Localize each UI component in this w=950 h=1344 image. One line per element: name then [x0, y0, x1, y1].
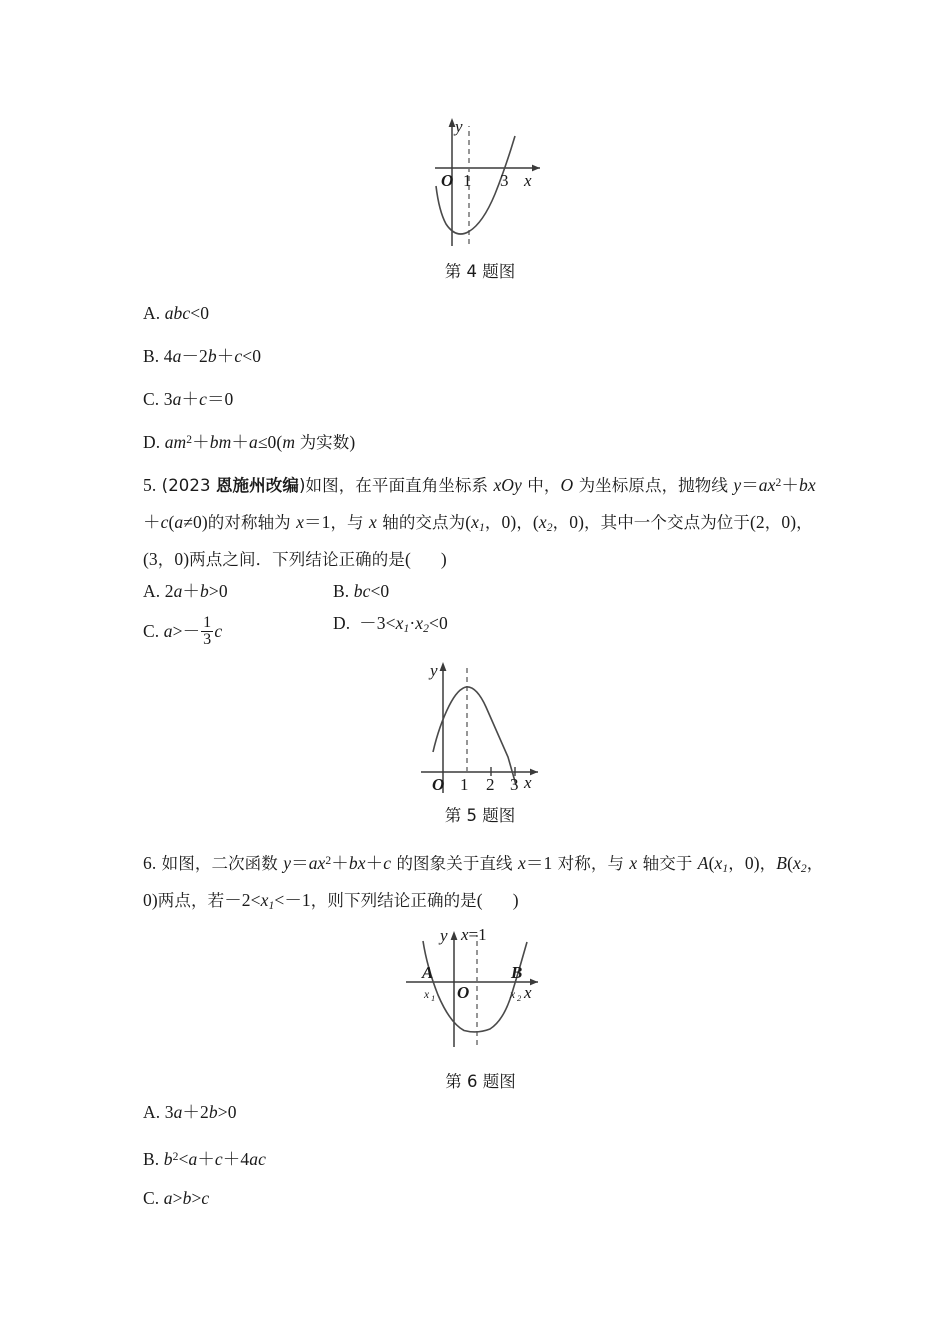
figure-4: [405, 108, 555, 281]
figure-6: [398, 925, 563, 1091]
point-label-A: A: [422, 963, 434, 982]
q6-option-a: [143, 1104, 237, 1122]
x-axis-label: x: [524, 983, 532, 1002]
origin-label: O: [432, 775, 445, 794]
q5-option-c: [143, 615, 222, 649]
y-axis-label: y: [455, 117, 463, 136]
figure-6-svg: [398, 925, 563, 1050]
y-axis-label: y: [430, 661, 438, 680]
q6-stem-line-2: 0)两点，若$-2<x_1<-1$，则下列结论正确的是( ): [143, 890, 519, 913]
root-label-x2-sub: 2: [517, 993, 522, 1003]
q6-stem-line-1: 6. 如图，二次函数 $y=ax^2+bx+c$ 的图象关于直线 x＝1 对称，与 x 轴交于 $A(x_1$，0)，$B(x_2$，: [143, 853, 824, 876]
q6-option-c-expr: a>b>c: [163, 1188, 210, 1208]
q5-option-d-key: D.: [333, 613, 351, 633]
q5-option-c-expr: a>－ $\frac{1}{3}$ c: [163, 614, 223, 649]
q5-stem-line-1: 5. (2023 恩施州改编)如图，在平面直角坐标系 xOy 中，O 为坐标原点，抛物线 $y=ax^2+bx$: [143, 475, 816, 495]
point-label-B: B: [511, 963, 523, 982]
x-axis-label: x: [524, 773, 532, 792]
q4-option-c-key: C.: [143, 389, 160, 409]
q5-option-b: [333, 583, 389, 601]
q6-option-b-expr: $b^2<a+c+4ac$: [163, 1149, 266, 1169]
q5-stem-line-2: ＋c(a≠0)的对称轴为 x＝1，与 x 轴的交点为($x_1$，0)，($x_2$，0)，其中一个交点为位于(2，0)，: [143, 512, 813, 535]
q5-option-b-expr: bc<0: [353, 581, 390, 601]
x-axis-label: x: [524, 171, 532, 190]
x-axis-arrow: [532, 165, 540, 172]
q4-option-b: [143, 348, 261, 366]
q5-option-d: [333, 615, 448, 636]
q6-number: 6.: [143, 853, 157, 873]
fraction-numerator: 1: [203, 614, 212, 631]
y-axis-arrow: [451, 931, 458, 940]
symmetry-line-label: x=1: [461, 925, 487, 944]
parabola-curve: [433, 687, 516, 785]
x-tick-label-3: 3: [500, 171, 509, 190]
q4-option-b-expr: 4a－2b＋c<0: [163, 346, 262, 366]
q5-option-b-key: B.: [333, 581, 350, 601]
q6-option-a-key: A.: [143, 1102, 161, 1122]
q6-option-a-expr: 3a＋2b>0: [164, 1102, 237, 1122]
figure-5: [405, 652, 555, 825]
y-axis-arrow: [440, 662, 447, 671]
root-label-x1: x: [424, 989, 430, 1001]
q4-option-c-expr: 3a＋c＝0: [163, 389, 234, 409]
q5-option-d-expr: $-3<x_1\cdot x_2<0$: [354, 613, 448, 636]
x-tick-label-3: 3: [510, 775, 519, 794]
fraction-one-third: [201, 615, 213, 649]
x-tick-label-1: 1: [460, 775, 469, 794]
q5-number: 5.: [143, 475, 157, 495]
q5-option-c-key: C.: [143, 621, 160, 642]
q4-option-a: [143, 305, 209, 323]
q4-option-d-expr: $am^2+bm+a\le 0(m$ 为实数): [164, 432, 356, 452]
q5-stem-line-3: (3，0)两点之间．下列结论正确的是( ): [143, 549, 447, 569]
q4-option-c: [143, 391, 233, 409]
q5-option-a-key: A.: [143, 581, 161, 601]
root-label-x1-sub: 1: [431, 993, 436, 1003]
q4-option-d-key: D.: [143, 432, 161, 452]
q6-option-b: [143, 1151, 266, 1169]
q5-option-a: [143, 583, 228, 601]
origin-label: O: [457, 983, 470, 1002]
q4-option-a-key: A.: [143, 303, 161, 323]
q6-option-c-key: C.: [143, 1188, 160, 1208]
figure-6-caption: 第 6 题图: [445, 1072, 516, 1091]
figure-5-caption: 第 5 题图: [444, 806, 516, 825]
fraction-denominator: 3: [203, 631, 212, 649]
q4-option-b-key: B.: [143, 346, 160, 366]
q4-option-a-expr: abc<0: [164, 303, 210, 323]
parabola-curve: [423, 941, 527, 1032]
figure-4-caption: 第 4 题图: [444, 262, 516, 281]
x-tick-label-1: 1: [463, 171, 472, 190]
q5-option-a-expr: 2a＋b>0: [164, 581, 228, 601]
root-label-x2: x: [510, 989, 516, 1001]
figure-4-svg: [405, 108, 555, 253]
q6-option-b-key: B.: [143, 1149, 160, 1169]
figure-5-svg: [405, 652, 555, 797]
x-tick-label-2: 2: [486, 775, 495, 794]
q6-option-c: [143, 1190, 209, 1208]
q4-option-d: [143, 434, 355, 452]
origin-label: O: [441, 171, 454, 190]
y-axis-label: y: [440, 926, 448, 945]
